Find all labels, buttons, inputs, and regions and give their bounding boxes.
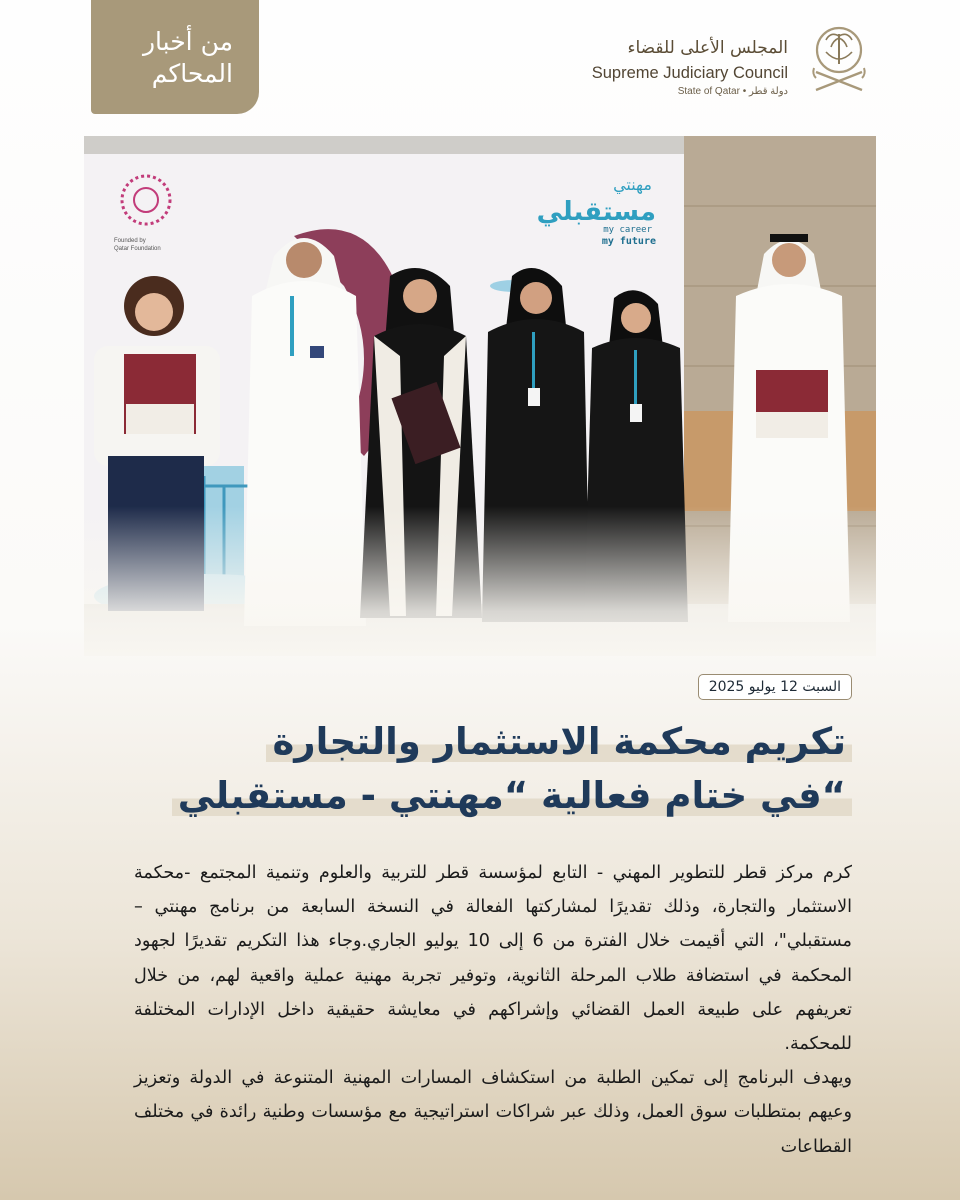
headline-line-1: تكريم محكمة الاستثمار والتجارة: [266, 718, 852, 766]
headline-line-2: في ختام فعالية “مهنتي - مستقبلي“: [172, 772, 852, 820]
body-paragraph-1: كرم مركز قطر للتطوير المهني - التابع لمؤسسة قطر للتربية والعلوم وتنمية المجتمع -محكمة الاستثمار والتجارة، وذلك تقديرًا لمشاركتها الفعالة في النسخة السابعة من برنامج مهنتي – مستقبلي"، التي أقيمت خلال الفترة من 6 إلى 10 يوليو الجاري.وجاء هذا التكريم تقديرًا لجهود المحكمة في استضافة طلاب المرحلة الثانوية، وتوفير تجربة مهنية عملية واقعية لهم، من خلال تعريفهم على طبيعة العمل القضائي وإشراكهم في معايشة حقيقية داخل الإدارات المختلفة للمحكمة.: [134, 863, 852, 1055]
council-logo: [591, 20, 870, 100]
banner-arabic-small: مهنتي: [613, 175, 652, 194]
banner-english-2: my future: [601, 236, 656, 247]
news-category-tab: [91, 0, 259, 114]
body-paragraph-2: ويهدف البرنامج إلى تمكين الطلبة من استكشاف المسارات المهنية المتنوعة في الدولة وتعزيز وعيهم بمتطلبات سوق العمل، وذلك عبر شراكات استراتيجية مع مؤسسات وطنية رائدة في مختلف القطاعات: [134, 1068, 852, 1157]
banner-arabic-big: مستقبلي: [536, 197, 656, 227]
article-body: [134, 856, 852, 1164]
qatar-emblem-icon: [808, 20, 870, 98]
state-of-qatar-label: State of Qatar • دولة قطر: [677, 86, 788, 97]
banner-english-1: my career: [603, 225, 652, 235]
publish-date: السبت 12 يوليو 2025: [698, 674, 852, 700]
photo-fade-overlay: [84, 506, 876, 656]
event-photo: [84, 136, 876, 656]
founded-by-label: Founded by: [114, 238, 146, 244]
article-headline: [132, 718, 852, 826]
council-english-name: Supreme Judiciary Council: [591, 64, 788, 82]
council-arabic-name: المجلس الأعلى للقضاء: [627, 38, 788, 58]
tab-line-1: من أخبار: [142, 27, 233, 56]
tab-line-2: المحاكم: [151, 59, 233, 88]
foundation-label: Qatar Foundation: [114, 246, 161, 252]
